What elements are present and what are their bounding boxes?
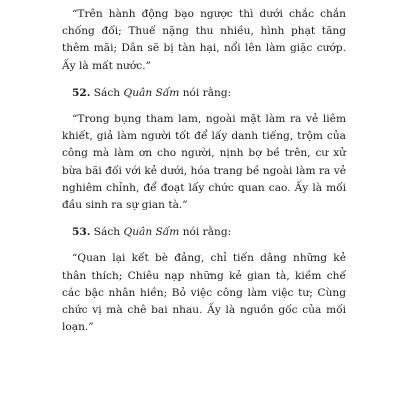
section-heading-52	[62, 85, 346, 102]
book-title: Quân Sấm	[123, 226, 180, 239]
quote-paragraph-52: “Trong bụng tham lam, ngoài mặt làm ra vẻ liêm khiết, giả làm người tốt để lấy danh tiếng, trộm của công mà làm ơn cho người, nịnh bợ bề trên, cư xử bừa bãi đối với kẻ dưới, hóa trang bề ngoài làm ra vẻ nghiêm chỉnh, để đoạt lấy chức quan cao. Ấy là mối đầu sinh ra sự gian tà.”	[62, 113, 346, 212]
section-number: 52.	[72, 86, 91, 99]
heading-suffix: nói rằng:	[179, 86, 232, 99]
quote-paragraph-51: “Trên hành động bạo ngược thì dưới chắc chắn chống đối; Thuế nặng thu nhiều, hình phạt tăng thêm mãi; Dân sẽ bị tàn hại, nổi lên làm giặc cướp. Ấy là mất nước.”	[62, 8, 346, 72]
section-number: 53.	[72, 226, 91, 239]
heading-prefix: Sách	[90, 86, 124, 99]
heading-prefix: Sách	[90, 226, 124, 239]
page-content	[62, 6, 346, 336]
section-heading-53	[62, 224, 346, 241]
heading-suffix: nói rằng:	[179, 226, 232, 239]
book-title: Quân Sấm	[123, 86, 180, 99]
quote-paragraph-53: “Quan lại kết bè đảng, chỉ tiến dâng những kẻ thân thích; Chiêu nạp những kẻ gian tà, kiềm chế các bậc nhân hiền; Bỏ việc công làm việc tư; Cùng chức vị mà chê bai nhau. Ấy là nguồn gốc của mối loạn.”	[62, 252, 346, 334]
